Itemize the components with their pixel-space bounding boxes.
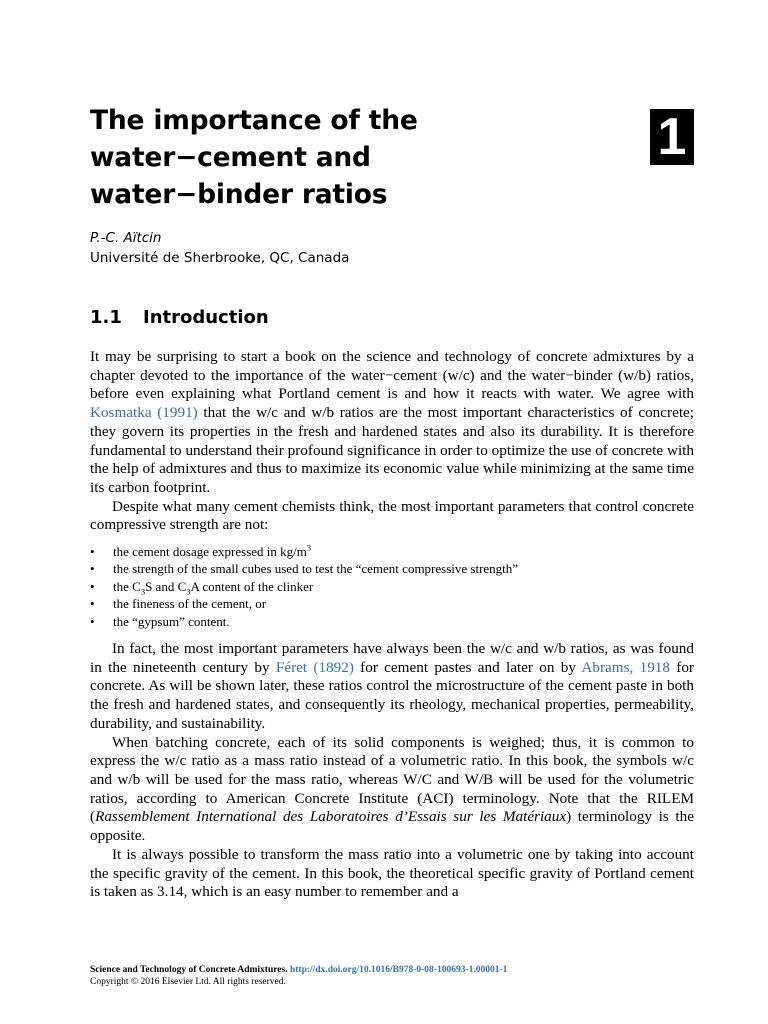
citation-link[interactable]: Kosmatka (1991) [90, 404, 198, 422]
author-name: P.-C. Aïtcin [90, 230, 162, 246]
footer-citation [90, 964, 507, 976]
text-run: It may be surprising to start a book on the science and technology of concrete admixtures by a chapter devoted to the importance of the water−cement (w/c) and the water−binder (w/b) ratios, before even explaining what Portland cement is and how it reacts with water. We agree with [90, 348, 694, 403]
list-item [90, 595, 694, 612]
text-run: In fact, the most important parameters have always been the w/c and w/b ratios, as was found in the nineteenth century by [90, 640, 694, 676]
body-text [90, 348, 694, 902]
section-heading [90, 307, 269, 328]
list-item [90, 560, 694, 577]
text-run: the “gypsum” content. [113, 613, 230, 629]
text-run: A content of the clinker [190, 578, 314, 594]
text-run: for concrete. As will be shown later, these ratios control the microstructure of the cement paste in both the fresh and hardened states, and consequently its rheology, mechanical properties, permeability, durability, and sustainability. [90, 658, 694, 732]
text-run: that the w/c and w/b ratios are the most important characteristics of concrete; they govern its properties in the fresh and hardened states and also its durability. It is therefore fundamental to understand their profound significance in order to optimize the use of concrete with the help of admixtures and thus to maximize its economic value while minimizing at the same time its carbon footprint. [90, 404, 694, 496]
chapter-title-line: The importance of the [90, 105, 418, 136]
bullet-marker: • [90, 544, 95, 560]
journal-name: Science and Technology of Concrete Admixtures. [90, 965, 288, 975]
text-run: the C [113, 578, 141, 594]
paragraph [90, 640, 694, 734]
chapter-title-line: water−cement and [90, 142, 371, 173]
bullet-list [90, 543, 694, 630]
paragraph [90, 348, 694, 498]
doi-link[interactable]: http://dx.doi.org/10.1016/B978-0-08-100693-1.00001-1 [289, 965, 508, 975]
paragraph [90, 734, 694, 846]
bullet-marker: • [90, 578, 95, 594]
copyright-notice: Copyright © 2016 Elsevier Ltd. All rights reserved. [90, 977, 286, 987]
bullet-marker: • [90, 561, 95, 577]
section-title: Introduction [143, 307, 269, 328]
text-run: the cement dosage expressed in kg/m [113, 544, 307, 560]
chapter-title [90, 102, 560, 213]
superscript: 3 [306, 542, 312, 553]
text-run: for cement pastes and later on by [353, 658, 582, 676]
section-number: 1.1 [90, 307, 122, 328]
subscript: 3 [140, 586, 146, 597]
text-run: S and C [145, 578, 187, 594]
page-footer [90, 964, 507, 988]
author-affiliation: Université de Sherbrooke, QC, Canada [90, 250, 350, 266]
subscript: 3 [186, 586, 191, 597]
text-run: the fineness of the cement, or [113, 596, 267, 612]
text-run: When batching concrete, each of its solid components is weighed; thus, it is common to express the w/c ratio as a mass ratio instead of a volumetric ratio. In this book, the symbols w/c and w/b will be used for the mass ratio, whereas W/C and W/B will be used for the volumetric ratios, according to American Concrete Institute (ACI) terminology. Note that the RILEM ( [90, 733, 694, 826]
bullet-marker: • [90, 596, 95, 612]
italic-text: Rassemblement International des Laboratoires d’Essais sur les Matériaux [95, 808, 567, 826]
text-run: ) terminology is the opposite. [90, 808, 694, 845]
citation-link[interactable]: Féret (1892) [275, 658, 354, 676]
paragraph: It is always possible to transform the mass ratio into a volumetric one by taking into account the specific gravity of the cement. In this book, the theoretical specific gravity of Portland cement is taken as 3.14, which is an easy number to remember and a [90, 845, 694, 901]
list-item [90, 543, 694, 560]
bullet-marker: • [90, 613, 95, 629]
chapter-number-badge: 1 [650, 109, 694, 165]
list-item [90, 578, 694, 595]
paragraph: Despite what many cement chemists think, the most important parameters that control concrete compressive strength are not: [90, 497, 694, 534]
citation-link[interactable]: Abrams, 1918 [581, 658, 670, 676]
chapter-title-line: water−binder ratios [90, 179, 388, 210]
text-run: the strength of the small cubes used to test the “cement compressive strength” [113, 561, 519, 577]
list-item [90, 613, 694, 630]
